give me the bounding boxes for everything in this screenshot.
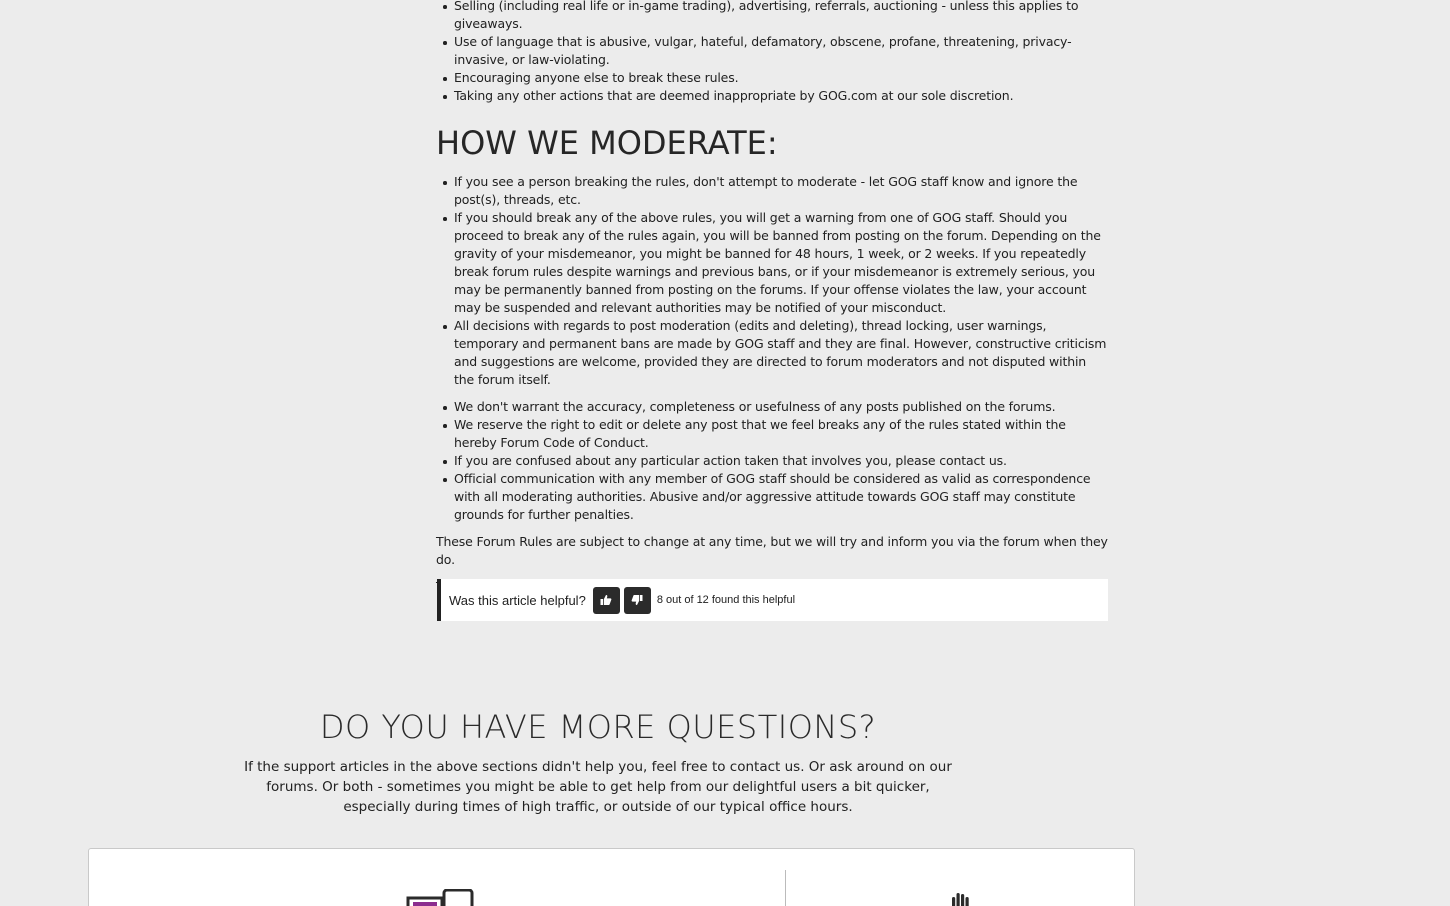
list-item: Selling (including real life or in-game trading), advertising, referrals, auctioning - unless this applies to giveaways. <box>436 0 1108 33</box>
list-item: If you see a person breaking the rules, don't attempt to moderate - let GOG staff know and ignore the post(s), threads, etc. <box>436 173 1108 209</box>
list-item: All decisions with regards to post moderation (edits and deleting), thread locking, user warnings, temporary and permanent bans are made by GOG staff and they are final. However, constructive criticism and suggestions are welcome, provided they are directed to forum moderators and not disputed within the forum itself. <box>436 317 1108 389</box>
rules-list <box>436 0 1108 105</box>
helpful-count: 8 out of 12 found this helpful <box>656 594 796 606</box>
section-heading: HOW WE MODERATE: <box>436 124 778 162</box>
change-notice: These Forum Rules are subject to change at any time, but we will try and inform you via the forum when they do. <box>436 534 1108 567</box>
raised-hand-icon <box>947 891 973 906</box>
moderation-list <box>436 173 1108 389</box>
moderation-list-2 <box>436 398 1108 524</box>
article-body <box>436 0 1108 596</box>
upvote-button[interactable] <box>593 587 620 614</box>
contact-options-box <box>88 848 1135 906</box>
list-item: Official communication with any member of GOG staff should be considered as valid as correspondence with all moderating authorities. Abusive and/or aggressive attitude towards GOG staff may constitute grounds for further penalties. <box>436 470 1108 524</box>
devices-icon <box>406 889 474 906</box>
more-questions-section <box>198 703 998 817</box>
article-feedback-bar <box>437 579 1108 621</box>
list-item: We don't warrant the accuracy, completeness or usefulness of any posts published on the forums. <box>436 398 1108 416</box>
list-item: Encouraging anyone else to break these rules. <box>436 69 1108 87</box>
downvote-button[interactable] <box>624 587 651 614</box>
list-item: Use of language that is abusive, vulgar, hateful, defamatory, obscene, profane, threatening, privacy-invasive, or law-violating. <box>436 33 1108 69</box>
list-item: Taking any other actions that are deemed inappropriate by GOG.com at our sole discretion. <box>436 87 1108 105</box>
column-divider <box>785 870 786 906</box>
more-questions-heading: DO YOU HAVE MORE QUESTIONS? <box>319 708 877 746</box>
thumbs-up-icon <box>600 594 612 606</box>
list-item: We reserve the right to edit or delete any post that we feel breaks any of the rules stated within the hereby Forum Code of Conduct. <box>436 416 1108 452</box>
list-item: If you are confused about any particular action taken that involves you, please contact us. <box>436 452 1108 470</box>
more-questions-text: If the support articles in the above sections didn't help you, feel free to contact us. Or ask around on our forums. Or both - sometimes you might be able to get help from our delightful users a bit quicker, especially during times of high traffic, or outside of our typical office hours. <box>244 759 952 815</box>
feedback-question: Was this article helpful? <box>449 592 586 608</box>
thumbs-down-icon <box>631 594 643 606</box>
list-item: If you should break any of the above rules, you will get a warning from one of GOG staff. Should you proceed to break any of the rules again, you will be banned from posting on the forum. Depending on the gravity of your misdemeanor, you might be banned for 48 hours, 1 week, or 2 weeks. If you repeatedly break forum rules despite warnings and previous bans, or if your misdemeanor is extremely serious, you may be permanently banned from posting on the forums. If your offense violates the law, your account may be suspended and relevant authorities may be notified of your misconduct. <box>436 209 1108 317</box>
